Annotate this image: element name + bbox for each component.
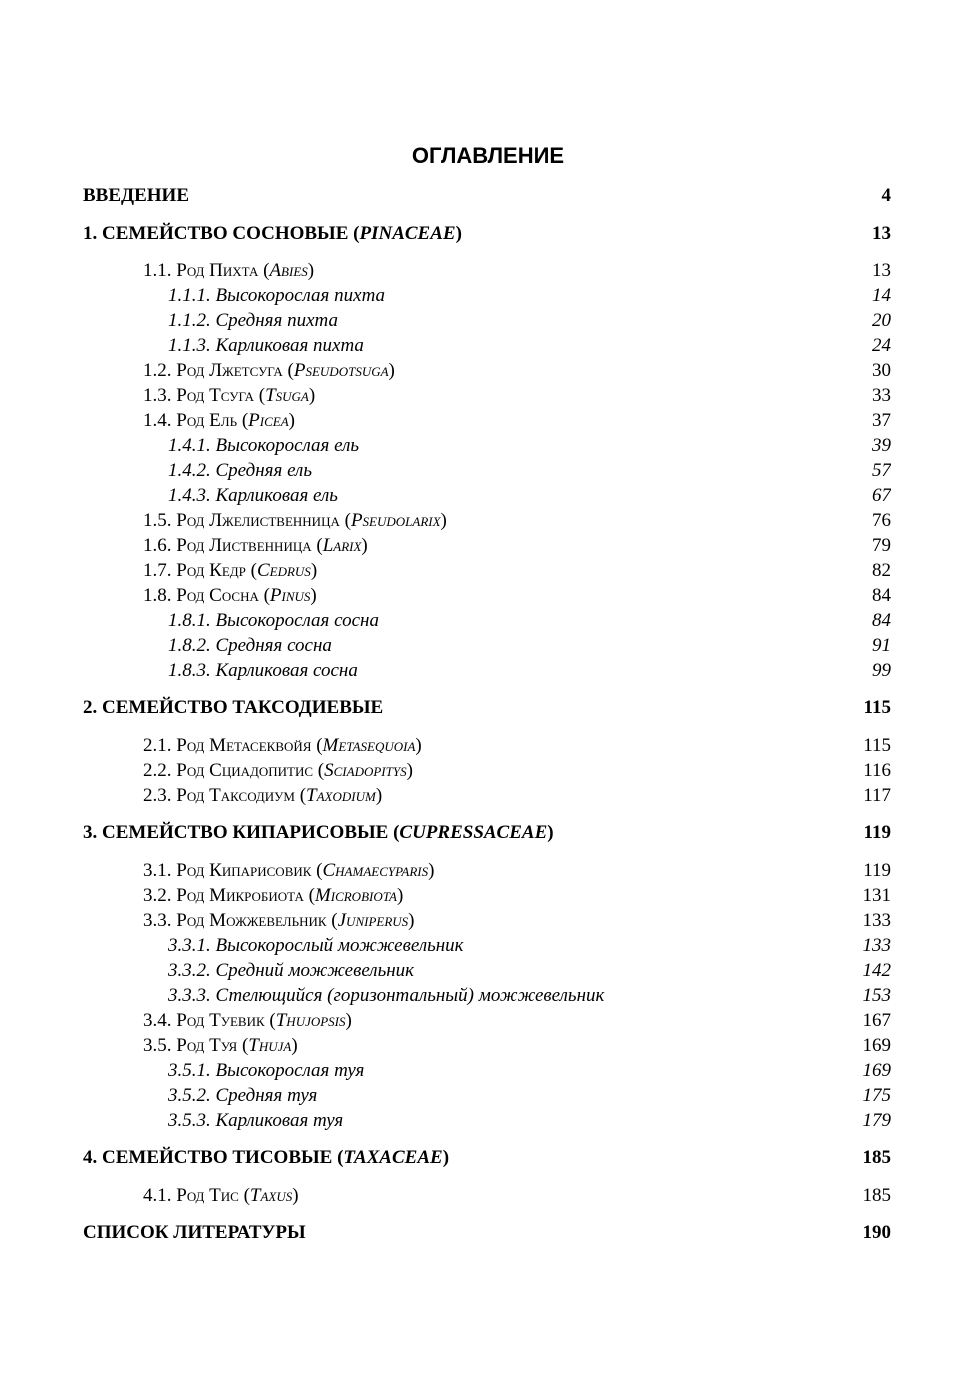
toc-subsection-entry[interactable] (168, 459, 891, 483)
toc-entry-latin-name: Picea (248, 410, 289, 431)
toc-page-number: 30 (872, 360, 891, 381)
toc-subsection-entry[interactable] (168, 634, 891, 658)
toc-page-number: 67 (872, 485, 891, 506)
toc-entry-label: ВВЕДЕНИЕ (83, 185, 189, 206)
toc-page-number: 79 (872, 535, 891, 556)
toc-subsection-entry[interactable] (168, 284, 891, 308)
toc-entry-label: 3.3.3. Стелющийся (горизонтальный) можжевельник (168, 985, 605, 1006)
toc-entry-label: 1.4. Род Ель (Picea) (143, 410, 295, 431)
toc-entry-label: 4.1. Род Тис (Taxus) (143, 1185, 299, 1206)
toc-subsection-entry[interactable] (168, 309, 891, 333)
toc-page-number: 131 (862, 885, 891, 906)
toc-entry-label: 2.2. Род Сциадопитис (Sciadopitys) (143, 760, 413, 781)
toc-genus-entry[interactable] (143, 1009, 891, 1033)
toc-entry-label: 1.1.1. Высокорослая пихта (168, 285, 386, 306)
toc-genus-entry[interactable] (143, 884, 891, 908)
toc-entry-latin-name: CUPRESSACEAE (399, 822, 548, 843)
toc-subsection-entry[interactable] (168, 984, 891, 1008)
toc-entry-label: 1.8.2. Средняя сосна (168, 635, 332, 656)
toc-genus-entry[interactable] (143, 1184, 891, 1208)
toc-entry-label: 2.3. Род Таксодиум (Taxodium) (143, 785, 383, 806)
toc-page-number: 190 (862, 1222, 891, 1243)
toc-entry-label: 4. СЕМЕЙСТВО ТИСОВЫЕ (TAXACEAE) (83, 1147, 450, 1168)
toc-subsection-entry[interactable] (168, 609, 891, 633)
toc-subsection-entry[interactable] (168, 1059, 891, 1083)
toc-entry-latin-name: Sciadopitys (324, 760, 407, 781)
toc-page-number: 33 (872, 385, 891, 406)
toc-genus-entry[interactable] (143, 734, 891, 758)
toc-page-number: 167 (862, 1010, 891, 1031)
toc-entry-label: 3.3. Род Можжевельник (Juniperus) (143, 910, 415, 931)
toc-page-number: 84 (872, 610, 891, 631)
toc-entry-latin-name: Pinus (269, 585, 311, 606)
toc-entry-latin-name: Taxodium (306, 785, 376, 806)
toc-section-entry[interactable] (83, 184, 891, 208)
toc-entry-label: 3. СЕМЕЙСТВО КИПАРИСОВЫЕ (CUPRESSACEAE) (83, 822, 554, 843)
toc-genus-entry[interactable] (143, 534, 891, 558)
toc-entry-latin-name: Metasequoia (322, 735, 416, 756)
toc-entry-label: 3.5.3. Карликовая туя (168, 1110, 344, 1131)
toc-genus-entry[interactable] (143, 359, 891, 383)
toc-entry-latin-name: TAXACEAE (343, 1147, 443, 1168)
toc-entry-latin-name: Pseudotsuga (293, 360, 389, 381)
toc-entry-label: 1.8.1. Высокорослая сосна (168, 610, 379, 631)
toc-entry-label: 1.8.3. Карликовая сосна (168, 660, 358, 681)
toc-entry-label: 3.4. Род Туевик (Thujopsis) (143, 1010, 352, 1031)
toc-page-number: 133 (862, 935, 891, 956)
toc-page-number: 13 (872, 223, 891, 244)
toc-entry-label: 3.3.1. Высокорослый можжевельник (168, 935, 464, 956)
toc-entry-label: 2.1. Род Метасеквойя (Metasequoia) (143, 735, 422, 756)
toc-genus-entry[interactable] (143, 584, 891, 608)
toc-section-entry[interactable] (83, 696, 891, 720)
toc-page-number: 179 (862, 1110, 891, 1131)
toc-entry-label: 1.4.2. Средняя ель (168, 460, 312, 481)
toc-entry-label: 1.6. Род Лиственница (Larix) (143, 535, 368, 556)
toc-page-number: 117 (863, 785, 891, 806)
toc-page-number: 13 (872, 260, 891, 281)
toc-entry-label: 1.5. Род Лжелиственница (Pseudolarix) (143, 510, 447, 531)
toc-genus-entry[interactable] (143, 759, 891, 783)
toc-entry-label: СПИСОК ЛИТЕРАТУРЫ (83, 1222, 306, 1243)
toc-entry-latin-name: PINACEAE (359, 223, 456, 244)
toc-genus-entry[interactable] (143, 784, 891, 808)
toc-page-number: 4 (881, 185, 891, 206)
toc-entry-label: 3.1. Род Кипарисовик (Chamaecyparis) (143, 860, 435, 881)
toc-entry-label: 1.1.3. Карликовая пихта (168, 335, 364, 356)
toc-page-number: 119 (863, 822, 891, 843)
toc-entry-label: 3.5. Род Туя (Thuja) (143, 1035, 298, 1056)
toc-page-number: 116 (863, 760, 891, 781)
toc-subsection-entry[interactable] (168, 434, 891, 458)
toc-entry-label: 3.2. Род Микробиота (Microbiota) (143, 885, 404, 906)
toc-genus-entry[interactable] (143, 1034, 891, 1058)
toc-entry-latin-name: Tsuga (265, 385, 309, 406)
toc-entry-latin-name: Chamaecyparis (322, 860, 429, 881)
toc-page-number: 91 (872, 635, 891, 656)
toc-genus-entry[interactable] (143, 859, 891, 883)
toc-entry-label: 1.1.2. Средняя пихта (168, 310, 338, 331)
toc-page-number: 82 (872, 560, 891, 581)
toc-page-number: 185 (862, 1147, 891, 1168)
toc-subsection-entry[interactable] (168, 334, 891, 358)
toc-page-number: 57 (872, 460, 891, 481)
toc-entry-latin-name: Cedrus (256, 560, 311, 581)
toc-genus-entry[interactable] (143, 559, 891, 583)
toc-page-number: 37 (872, 410, 891, 431)
toc-page-number: 84 (872, 585, 891, 606)
toc-section-entry[interactable] (83, 1146, 891, 1170)
toc-entry-label: 2. СЕМЕЙСТВО ТАКСОДИЕВЫЕ (83, 697, 384, 718)
toc-page-number: 14 (872, 285, 891, 306)
toc-entry-latin-name: Juniperus (337, 910, 409, 931)
toc-subsection-entry[interactable] (168, 934, 891, 958)
toc-entry-latin-name: Pseudolarix (350, 510, 441, 531)
toc-entry-label: 3.5.1. Высокорослая туя (168, 1060, 365, 1081)
toc-section-entry[interactable] (83, 1221, 891, 1245)
toc-subsection-entry[interactable] (168, 959, 891, 983)
toc-subsection-entry[interactable] (168, 484, 891, 508)
toc-page-number: 119 (863, 860, 891, 881)
toc-page-number: 24 (872, 335, 891, 356)
toc-genus-entry[interactable] (143, 509, 891, 533)
toc-entry-label: 1. СЕМЕЙСТВО СОСНОВЫЕ (PINACEAE) (83, 223, 462, 244)
toc-subsection-entry[interactable] (168, 1109, 891, 1133)
toc-page-number: 39 (872, 435, 891, 456)
page-title: ОГЛАВЛЕНИЕ (411, 143, 565, 168)
toc-genus-entry[interactable] (143, 384, 891, 408)
toc-entry-latin-name: Microbiota (314, 885, 397, 906)
toc-page-number: 133 (862, 910, 891, 931)
toc-section-entry[interactable] (83, 222, 891, 246)
toc-page-number: 185 (862, 1185, 891, 1206)
toc-subsection-entry[interactable] (168, 659, 891, 683)
toc-entry-label: 3.3.2. Средний можжевельник (168, 960, 415, 981)
toc-genus-entry[interactable] (143, 409, 891, 433)
toc-page-number: 169 (862, 1035, 891, 1056)
toc-page-number: 169 (862, 1060, 891, 1081)
toc-entry-label: 1.7. Род Кедр (Cedrus) (143, 560, 318, 581)
toc-entry-latin-name: Thuja (248, 1035, 292, 1056)
toc-page-number: 115 (863, 697, 891, 718)
toc-page-number: 142 (862, 960, 891, 981)
toc-entry-label: 1.1. Род Пихта (Abies) (143, 260, 315, 281)
toc-entry-label: 1.3. Род Тсуга (Tsuga) (143, 385, 316, 406)
toc-page-number: 99 (872, 660, 891, 681)
toc-genus-entry[interactable] (143, 259, 891, 283)
toc-page-number: 76 (872, 510, 891, 531)
toc-page-number: 115 (863, 735, 891, 756)
toc-entry-latin-name: Taxus (249, 1185, 293, 1206)
toc-entry-label: 3.5.2. Средняя туя (168, 1085, 318, 1106)
toc-entry-latin-name: Abies (269, 260, 308, 281)
toc-page-number: 153 (862, 985, 891, 1006)
toc-section-entry[interactable] (83, 821, 891, 845)
toc-entry-label: 1.2. Род Лжетсуга (Pseudotsuga) (143, 360, 395, 381)
toc-page-number: 20 (872, 310, 891, 331)
toc-entry-label: 1.4.3. Карликовая ель (168, 485, 338, 506)
toc-entry-latin-name: Thujopsis (275, 1010, 346, 1031)
toc-entry-label: 1.4.1. Высокорослая ель (168, 435, 360, 456)
toc-entry-latin-name: Larix (322, 535, 362, 556)
toc-page-number: 175 (862, 1085, 891, 1106)
toc-entry-label: 1.8. Род Сосна (Pinus) (143, 585, 317, 606)
toc-genus-entry[interactable] (143, 909, 891, 933)
toc-subsection-entry[interactable] (168, 1084, 891, 1108)
